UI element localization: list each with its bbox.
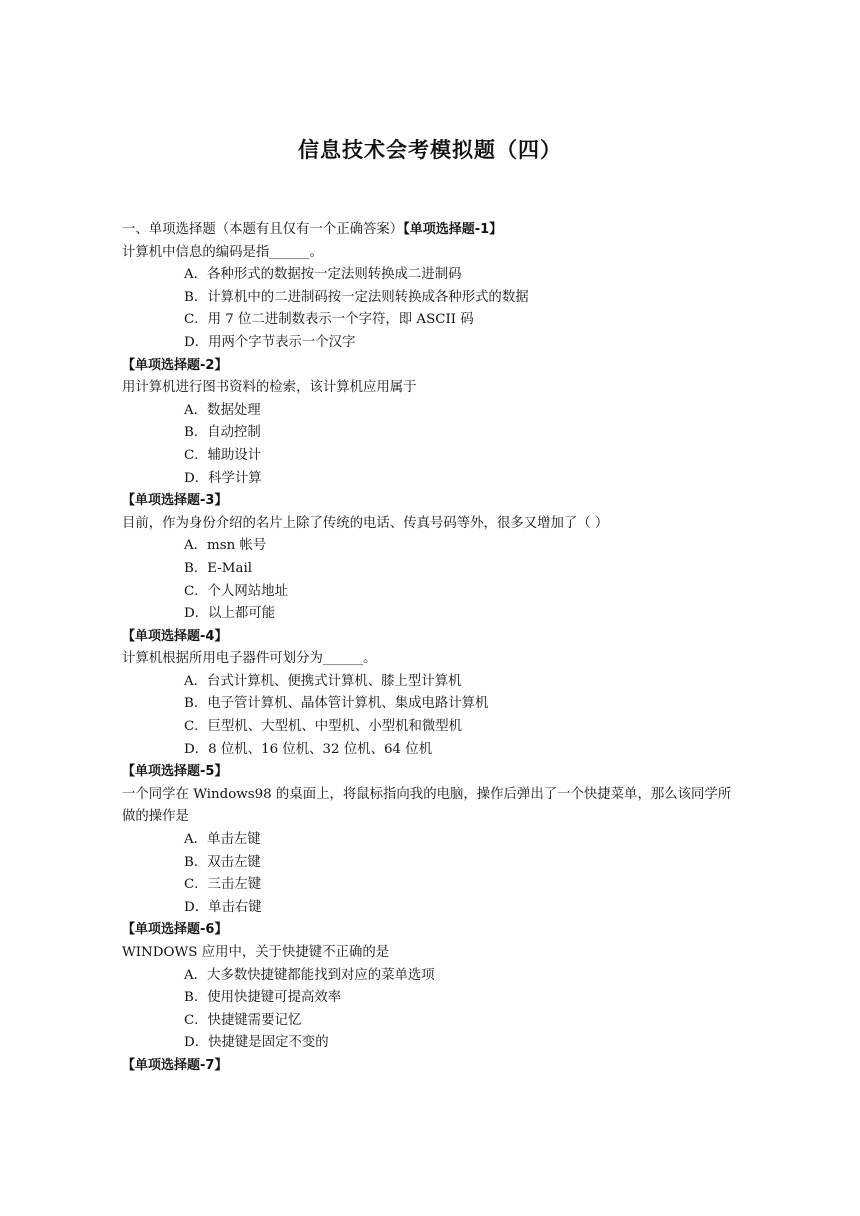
section-intro: 一、单项选择题（本题有且仅有一个正确答案） — [122, 222, 404, 237]
question-list — [122, 219, 742, 1078]
option-c: C．三击左键 — [184, 877, 262, 893]
option-d: D．8 位机、16 位机、32 位机、64 位机 — [184, 741, 433, 757]
question-stem: 一个同学在 Windows98 的桌面上，将鼠标指向我的电脑，操作后弹出了一个快捷菜单，那么该同学所做的操作是 — [122, 786, 732, 825]
option-a: A．单击左键 — [184, 832, 261, 848]
option-b: B．自动控制 — [184, 425, 261, 441]
option-a: A．数据处理 — [184, 402, 261, 418]
option-d: D．以上都可能 — [184, 606, 276, 622]
option-d: D．快捷键是固定不变的 — [184, 1035, 329, 1051]
question-heading: 【单项选择题-5】 — [122, 764, 228, 780]
question-heading: 【单项选择题-3】 — [122, 493, 228, 509]
question-heading: 【单项选择题-6】 — [122, 922, 228, 938]
question-stem: 目前，作为身份介绍的名片上除了传统的电话、传真号码等外，很多又增加了（ ） — [122, 515, 609, 531]
question-stem: 计算机根据所用电子器件可划分为______。 — [122, 651, 377, 667]
option-c: C．用 7 位二进制数表示一个字符，即 ASCII 码 — [184, 312, 474, 328]
document-title: 信息技术会考模拟题（四） — [298, 138, 562, 162]
option-b: B．电子管计算机、晶体管计算机、集成电路计算机 — [184, 696, 489, 712]
question-heading: 【单项选择题-2】 — [122, 357, 228, 373]
option-a: A．各种形式的数据按一定法则转换成二进制码 — [184, 267, 462, 283]
option-a: A．台式计算机、便携式计算机、膝上型计算机 — [184, 673, 462, 689]
option-b: B．计算机中的二进制码按一定法则转换成各种形式的数据 — [184, 289, 529, 305]
question-stem: 计算机中信息的编码是指______。 — [122, 244, 323, 260]
option-a: A．大多数快捷键都能找到对应的菜单选项 — [184, 967, 435, 983]
option-b: B．使用快捷键可提高效率 — [184, 990, 342, 1006]
question-stem: WINDOWS 应用中，关于快捷键不正确的是 — [122, 945, 390, 960]
option-c: C．快捷键需要记忆 — [184, 1012, 302, 1028]
option-d: D．单击右键 — [184, 899, 262, 915]
option-d: D．用两个字节表示一个汉字 — [184, 334, 356, 350]
option-c: C．个人网站地址 — [184, 583, 288, 599]
option-a: A．msn 帐号 — [184, 538, 267, 554]
question-heading: 【单项选择题-1】 — [403, 222, 503, 237]
option-c: C．巨型机、大型机、中型机、小型机和微型机 — [184, 719, 463, 735]
question-stem: 用计算机进行图书资料的检索，该计算机应用属于 — [122, 380, 417, 396]
option-c: C．辅助设计 — [184, 447, 262, 463]
question-heading: 【单项选择题-7】 — [122, 1057, 228, 1073]
section-intro-line — [122, 219, 742, 242]
option-b: B．E-Mail — [184, 560, 253, 576]
question-heading: 【单项选择题-4】 — [122, 628, 228, 644]
option-b: B．双击左键 — [184, 854, 261, 870]
option-d: D．科学计算 — [184, 470, 262, 486]
